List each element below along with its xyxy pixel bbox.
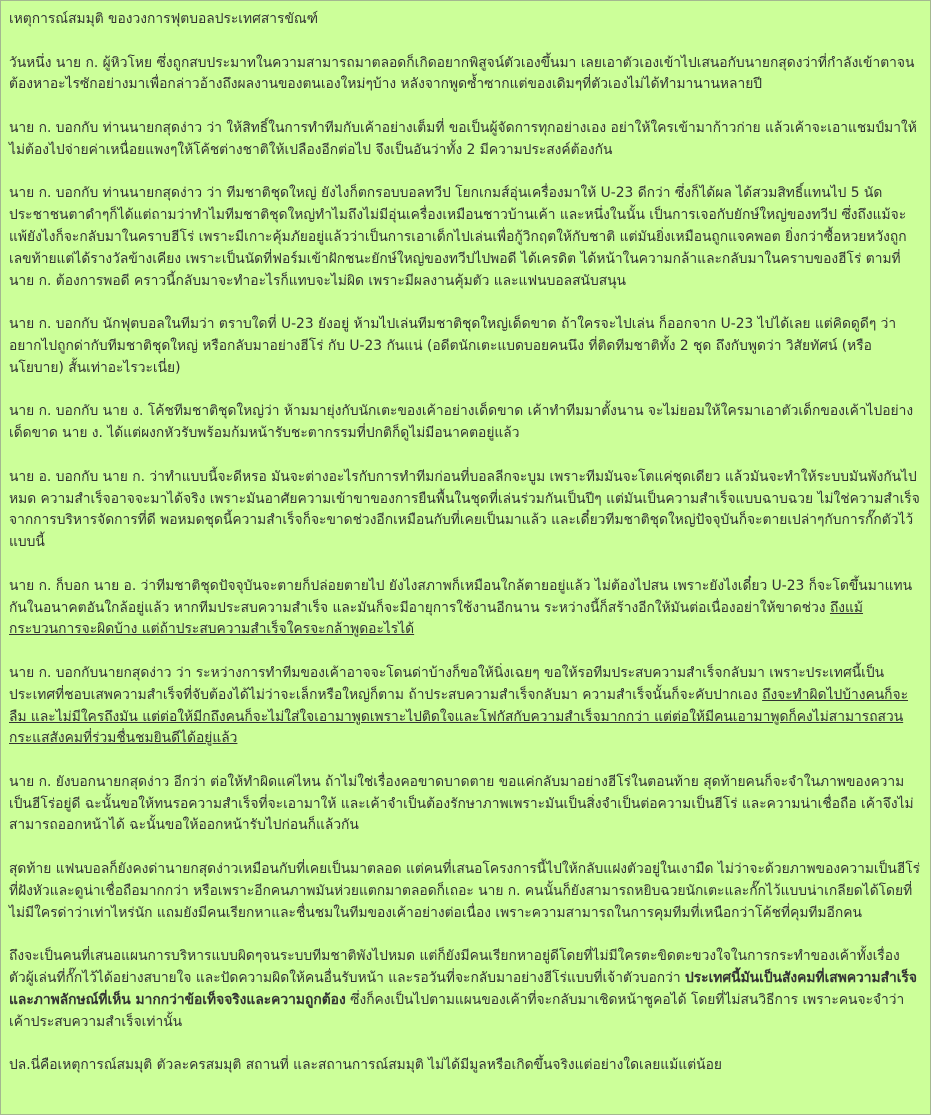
underlined-text: ถึงจะทำผิดไปบ้างคนก็จะลืม และไม่มีใครถึงมัน แต่ต่อให้มีกถึงคนก็จะไม่ใส่ใจเอามาพูดเพราะไปติดใจและโฟกัสกับความสำเร็จมากกว่า แต่ต่อให้มีคนเอามาพูดก็คงไม่สามารถสวนกระแสสังคมที่ร่วมชื่นชมยินดีได้อยู่แล้ว (9, 686, 909, 747)
paragraph-6 (9, 467, 922, 554)
paragraph-text: ปล.นี่คือเหตุการณ์สมมุติ ตัวละครสมมุติ สถานที่ และสถานการณ์สมมุติ ไม่ได้มีมูลหรือเกิดขึ้นจริงแต่อย่างใดเลยแม้แต่น้อย (9, 1057, 722, 1074)
paragraph-text: นาย ก. บอกกับ นักฟุตบอลในทีมว่า ตราบใดที่ U-23 ยังอยู่ ห้ามไปเล่นทีมชาติชุดใหญ่เด็ดขาด ถ้าใครจะไปเล่น ก็ออกจาก U-23 ไปได้เลย แต่คิดดูดีๆ ว่าอยากไปถูกด่ากับทีมชาติชุดใหญ่ หรือกลับมาอย่างฮีโร่ กับ U-23 กันแน่ (อดีตนักเตะแบดบอยคนนึง ที่ติดทีมชาติทั้ง 2 ชุด ถึงกับพูดว่า วิสัยทัศน์ (หรือนโยบาย) สั้นเท่าอะไรวะเนี่ย) (9, 316, 897, 376)
paragraph-list (9, 53, 922, 1077)
paragraph-text: นาย ก. บอกกับ ท่านนายกสุดง่าว ว่า ทีมชาติชุดใหญ่ ยังไงก็ตกรอบบอลทวีป โยกเกมส์อุ่นเครื่องมาให้ U-23 ดีกว่า ซึ่งก็ได้ผล ได้สวมสิทธิ์แทนไป 5 นัด ประชาชนตาดำๆก็ได้แต่ถามว่าทำไมทีมชาติชุดใหญ่ทำไมถึงไม่มีอุ่นเครื่องเหมือนชาวบ้านเค้า และหนึ่งในนั้น เป็นการเจอกับยักษ์ใหญ่ของทวีป ซึ่งถึงแม้จะแพ้ยังไงก็จะกลับมาในคราบฮีโร่ เพราะมีเกาะคุ้มภัยอยู่แล้วว่าเป็นการเอาเด็กไปเล่นเพื่อกู้วิกฤตให้กับชาติ แต่มันยิ่งเหมือนถูกแจคพอต ยิ่งกว่าซื้อหวยหวังถูกเลขท้ายแต่ได้รางวัลข้างเคียง เพราะเป็นนัดที่ฟอร์มเข้าฝักชนะยักษ์ใหญ่ของทวีปไปพอดี ได้เครดิต ได้หน้าในความกล้าและกลับมาในคราบของฮีโร่ ตามที่นาย ก. ต้องการพอดี คราวนี้กลับมาจะทำอะไรก็แทบจะไม่ผิด เพราะมีผลงานคุ้มตัว และแฟนบอลสนับสนุน (9, 185, 907, 289)
paragraph-7 (9, 576, 922, 641)
paragraph-10 (9, 859, 922, 924)
paragraph-text: สุดท้าย แฟนบอลก็ยังคงด่านายกสุดง่าวเหมือนกับที่เคยเป็นมาตลอด แต่คนที่เสนอโครงการนี้ไปให้กลับแฝงตัวอยู่ในเงามืด ไม่ว่าจะด้วยภาพของความเป็นฮีโร่ที่ฝังหัวและดูน่าเชื่อถือมากกว่า หรือเพราะอีกคนภาพมันห่วยแตกมาตลอดก็เถอะ นาย ก. คนนั้นก็ยังสามารถหยิบฉวยนักเตะและกั๊กไว้แบบน่าเกลียดได้โดยที่ไม่มีใครด่าว่าเท่าไหร่นัก แถมยังมีคนเรียกหาและชื่นชมในทีมของเค้าอย่างต่อเนื่อง เพราะความสามารถในการคุมทีมที่เหนือกว่าโค้ชที่คุมทีมอีกคน (9, 861, 921, 921)
post-title: เหตุการณ์สมมุติ ของวงการฟุตบอลประเทศสารขัณฑ์ (9, 11, 319, 27)
paragraph-text: นาย ก. ยังบอกนายกสุดง่าว อีกว่า ต่อให้ทำผิดแค่ไหน ถ้าไม่ใช่เรื่องคอขาดบาดตาย ขอแค่กลับมาอย่างฮีโร่ในตอนท้าย สุดท้ายคนก็จะจำในภาพของความเป็นฮีโร่อยู่ดี ฉะนั้นขอให้ทนรอความสำเร็จที่จะเอามาให้ และเค้าจำเป็นต้องรักษาภาพเพราะมันเป็นสิ่งจำเป็นต่อความเป็นฮีโร่ และความน่าเชื่อถือ เค้าจึงไม่สามารถออกหน้าได้ ฉะนั้นขอให้ออกหน้ารับไปก่อนก็แล้วกัน (9, 773, 914, 834)
paragraph-text: ถึงจะเป็นคนที่เสนอแผนการบริหารแบบผิดๆจนระบบทีมชาติพังไปหมด แต่ก็ยังมีคนเรียกหาอยู่ดีโดยที่ไม่มีใครตะขิดตะขวงใจในการกระทำของเค้าทั้งเรื่องตัวผู้เล่นที่กั๊กไว้ได้อย่างสบายใจ และปัดความผิดให้คนอื่นรับหน้า และรอวันที่จะกลับมาอย่างฮีโร่แบบที่เจ้าตัวบอกว่า (9, 948, 900, 987)
paragraph-5 (9, 401, 922, 445)
paragraph-text: ซึ่งก็คงเป็นไปตามแผนของเค้าที่จะกลับมาเชิดหน้าชูคอได้ โดยที่ไม่สนวิธีการ เพราะคนจะจำว่าเค้าประสบความสำเร็จเท่านั้น (9, 991, 905, 1030)
paragraph-1 (9, 53, 922, 97)
paragraph-8 (9, 663, 922, 750)
paragraph-text: นาย อ. บอกกับ นาย ก. ว่าทำแบบนี้จะดีหรอ มันจะต่างอะไรกับการทำทีมก่อนที่บอลลีกจะบูม เพราะทีมมันจะโตแค่ชุดเดียว แล้วมันจะทำให้ระบบมันพังกันไปหมด ความสำเร็จอาจจะมาได้จริง เพราะมันอาศัยความเข้าขาของการยืนพื้นในชุดที่เล่นร่วมกันเป็นปีๆ แต่มันเป็นความสำเร็จแบบฉาบฉวย ไม่ใช่ความสำเร็จจากการบริหารจัดการที่ดี พอหมดชุดนี้ความสำเร็จก็จะขาดช่วงอีกเหมือนกับที่เคยเป็นมาแล้ว และเดี๋ยวทีมชาติชุดใหญ่ปัจจุบันก็จะตายเปล่าๆกับการกั๊กตัวไว้แบบนี้ (9, 468, 920, 551)
paragraph-4 (9, 314, 922, 379)
paragraph-2 (9, 118, 922, 162)
paragraph-text: นาย ก. บอกกับนายกสุดง่าว ว่า ระหว่างการทำทีมของเค้าอาจจะโดนด่าบ้างก็ขอให้นิ่งเฉยๆ ขอให้รอทีมประสบความสำเร็จกลับมา เพราะประเทศนี้เป็นประเทศที่ชอบเสพความสำเร็จที่จับต้องได้ไม่ว่าจะเล็กหรือใหญ่ก็ตาม ถ้าประสบความสำเร็จกลับมา ความสำเร็จนั้นก็จะคับปากเอง (9, 664, 885, 703)
paragraph-text: นาย ก. บอกกับ ท่านนายกสุดง่าว ว่า ให้สิทธิ์ในการทำทีมกับเค้าอย่างเต็มที่ ขอเป็นผู้จัดการทุกอย่างเอง อย่าให้ใครเข้ามาก้าวก่าย แล้วเค้าจะเอาแชมป์มาให้ ไม่ต้องไปจ่ายค่าเหนื่อยแพงๆให้โค้ชต่างชาติให้เปลืองอีกต่อไป จึงเป็นอันว่าทั้ง 2 มีความประสงค์ต้องกัน (9, 119, 917, 158)
paragraph-11 (9, 946, 922, 1033)
bold-text: ประเทศนี้มันเป็นสังคมที่เสพความสำเร็จและภาพลักษณ์ที่เห็น มากกว่าข้อเท็จจริงและความถูกต้อง (9, 970, 918, 1008)
post-body (1, 1, 930, 1077)
paragraph-text: วันหนึ่ง นาย ก. ผู้หิวโหย ซึ่งถูกสบประมาทในความสามารถมาตลอดก็เกิดอยากพิสูจน์ตัวเองขึ้นมา เลยเอาตัวเองเข้าไปเสนอกับนายกสุดงว่าที่กำลังเข้าตาจน ต้องหาอะไรซักอย่างมาเพื่อกล่าวอ้างถึงผลงานของตนเองใหม่ๆบ้าง หลังจากพูดซ้ำซากแต่ของเดิมๆที่ตัวเองไม่ได้ทำมานานหลายปี (9, 54, 915, 93)
paragraph-9 (9, 772, 922, 837)
paragraph-text: นาย ก. ก็บอก นาย อ. ว่าทีมชาติชุดปัจจุบันจะตายก็ปล่อยตายไป ยังไงสภาพก็เหมือนใกล้ตายอยู่แล้ว ไม่ต้องไปสน เพราะยังไงเดี๋ยว U-23 ก็จะโตขึ้นมาแทนกันในอนาคตอันใกล้อยู่แล้ว หากทีมประสบความสำเร็จ และมันก็จะมีอายุการใช้งานอีกนาน ระหว่างนี้ก็สร้างอีกให้มันต่อเนื่องอย่าให้ขาดช่วง (9, 577, 913, 616)
paragraph-text: นาย ก. บอกกับ นาย ง. โค้ชทีมชาติชุดใหญ่ว่า ห้ามมายุ่งกับนักเตะของเค้าอย่างเด็ดขาด เค้าทำทีมมาตั้งนาน จะไม่ยอมให้ใครมาเอาตัวเด็กของเค้าไปอย่างเด็ดขาด นาย ง. ได้แต่ผงกหัวรับพร้อมก้มหน้ารับชะตากรรมที่ปกติก็ดูไม่มีอนาคตอยู่แล้ว (9, 403, 914, 442)
underlined-text: ถึงแม้กระบวนการจะผิดบ้าง แต่ถ้าประสบความสำเร็จใครจะกล้าพูดอะไรได้ (9, 599, 864, 638)
paragraph-12 (9, 1055, 922, 1077)
paragraph-3 (9, 183, 922, 292)
